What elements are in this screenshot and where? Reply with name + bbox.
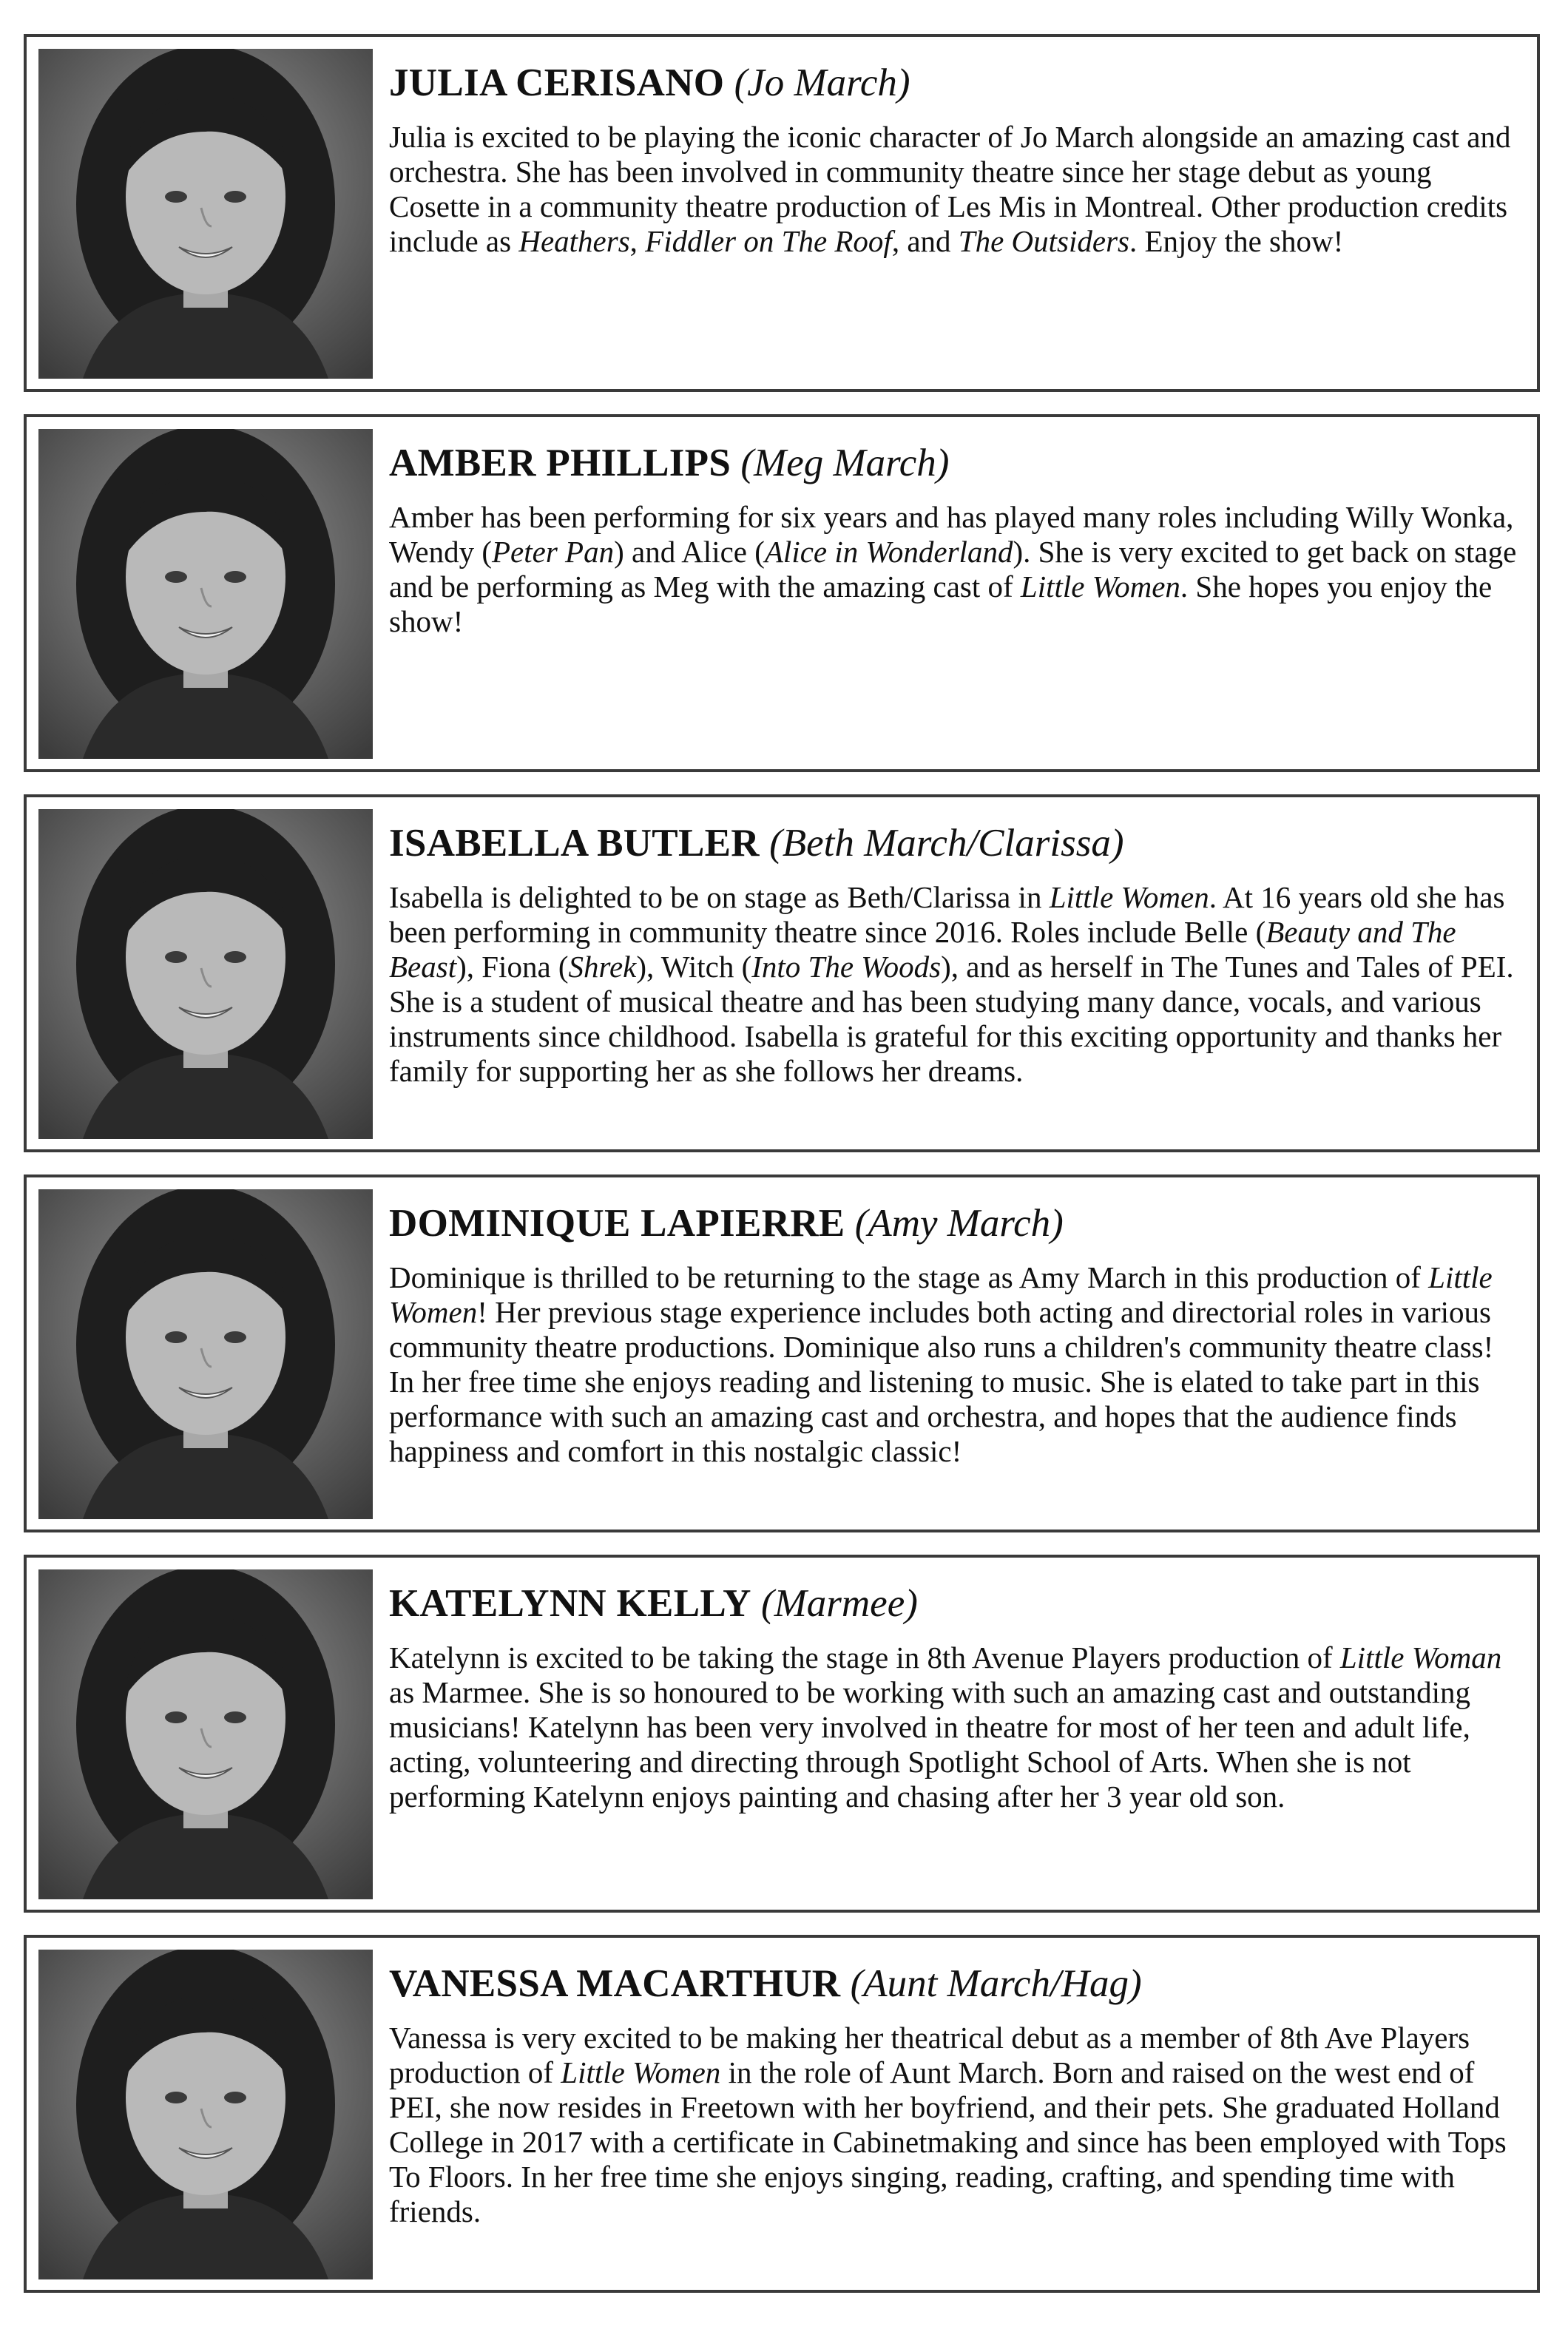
bio-text: Vanessa is very excited to be making her theatrical debut as a member of 8th Ave Players production of [389, 2021, 1470, 2089]
bio-text: as Marmee. She is so honoured to be working with such an amazing cast and outstanding musicians! Katelynn has been very involved in theatre for most of her teen and adult life, acting, volunteering and directing through Spotlight School of Arts. When she is not performing Katelynn enjoys painting and chasing after her 3 year old son. [389, 1675, 1471, 1814]
bio-text: . Enjoy the show! [1129, 224, 1344, 258]
bio-text: , and [891, 224, 959, 258]
bio-title-italic: Little Women [561, 2055, 721, 2089]
bio-text: Dominique is thrilled to be returning to the stage as Amy March in this production of [389, 1260, 1429, 1294]
headshot-photo [38, 1569, 373, 1899]
cast-member-bio [389, 1260, 1519, 1469]
cast-member-text [389, 1960, 1519, 2229]
headshot-photo [38, 1189, 373, 1519]
bio-title-italic: Shrek [568, 950, 637, 984]
bio-text: , [629, 224, 646, 258]
cast-member-text [389, 59, 1519, 259]
bio-text: . She hopes you enjoy the show! [389, 569, 1493, 638]
cast-member-name: ISABELLA BUTLER [389, 822, 760, 865]
bio-text: ), Fiona ( [456, 950, 569, 984]
cast-member-heading [389, 1960, 1519, 2007]
bio-title-italic: Heathers [518, 224, 630, 258]
cast-member-text [389, 439, 1519, 639]
bio-title-italic: Little Women [1049, 880, 1209, 914]
bio-text: in the role of Aunt March. Born and raised on the west end of PEI, she now resides in Freetown with her boyfriend, and their pets. She graduated Holland College in 2017 with a certificate in Cabinetmaking and since has been employed with Tops To Floors. In her free time she enjoys singing, reading, crafting, and spending time with friends. [389, 2055, 1507, 2228]
cast-member-name: VANESSA MACARTHUR [389, 1962, 841, 2005]
cast-member-name: DOMINIQUE LAPIERRE [389, 1202, 845, 1245]
cast-member-role: (Marmee) [760, 1582, 918, 1625]
portrait-icon [38, 49, 373, 379]
cast-member-bio [389, 2021, 1519, 2229]
cast-member-card-3 [24, 794, 1540, 1152]
cast-member-text [389, 1580, 1519, 1814]
cast-member-name: KATELYNN KELLY [389, 1582, 751, 1625]
bio-text: Katelynn is excited to be taking the stage in 8th Avenue Players production of [389, 1640, 1340, 1674]
bio-title-italic: Little Women [1020, 569, 1180, 604]
cast-member-card-6 [24, 1935, 1540, 2293]
bio-title-italic: Fiddler on The Roof [645, 224, 892, 258]
bio-text: . At 16 years old she has been performing in community theatre since 2016. Roles include Belle ( [389, 880, 1505, 949]
cast-member-card-2 [24, 414, 1540, 772]
cast-member-bio [389, 120, 1519, 259]
headshot-photo [38, 429, 373, 759]
cast-member-card-1 [24, 34, 1540, 392]
cast-member-name: AMBER PHILLIPS [389, 442, 731, 484]
portrait-icon [38, 1950, 373, 2279]
cast-member-card-5 [24, 1555, 1540, 1913]
portrait-icon [38, 809, 373, 1139]
bio-text: ). She is very excited to get back on stage and be performing as Meg with the amazing cast of [389, 535, 1517, 604]
cast-member-heading [389, 1580, 1519, 1627]
headshot-photo [38, 809, 373, 1139]
cast-member-card-4 [24, 1174, 1540, 1532]
cast-member-role: (Beth March/Clarissa) [769, 822, 1124, 865]
headshot-photo [38, 1950, 373, 2279]
bio-title-italic: Little Woman [1339, 1640, 1502, 1674]
bio-text: Julia is excited to be playing the iconic character of Jo March alongside an amazing cast and orchestra. She has been involved in community theatre since her stage debut as young Cosette in a community theatre production of Les Mis in Montreal. Other production credits include as [389, 120, 1511, 258]
bio-text: ), and as herself in The Tunes and Tales of PEI. She is a student of musical theatre and has been studying many dance, vocals, and various instruments since childhood. Isabella is grateful for this exciting opportunity and thanks her family for supporting her as she follows her dreams. [389, 950, 1514, 1088]
cast-member-heading [389, 439, 1519, 487]
portrait-icon [38, 1569, 373, 1899]
cast-member-role: (Jo March) [734, 61, 910, 104]
bio-text: ), Witch ( [636, 950, 752, 984]
cast-member-role: (Aunt March/Hag) [850, 1962, 1142, 2005]
portrait-icon [38, 1189, 373, 1519]
cast-member-name: JULIA CERISANO [389, 61, 725, 104]
cast-member-text [389, 1200, 1519, 1469]
cast-member-heading [389, 819, 1519, 867]
cast-member-heading [389, 59, 1519, 107]
bio-text: Isabella is delighted to be on stage as Beth/Clarissa in [389, 880, 1050, 914]
bio-text: ! Her previous stage experience includes both acting and directorial roles in various community theatre productions. Dominique also runs a children's community theatre class! In her free time she enjoys reading and listening to music. She is elated to take part in this performance with such an amazing cast and orchestra, and hopes that the audience finds happiness and comfort in this nostalgic classic! [389, 1295, 1494, 1468]
cast-member-role: (Amy March) [854, 1202, 1064, 1245]
bio-text: Amber has been performing for six years and has played many roles including Willy Wonka, Wendy ( [389, 500, 1514, 569]
portrait-icon [38, 429, 373, 759]
bio-title-italic: The Outsiders [958, 224, 1129, 258]
bio-title-italic: Alice in Wonderland [764, 535, 1013, 569]
bio-text: ) and Alice ( [614, 535, 765, 569]
bio-title-italic: Peter Pan [492, 535, 615, 569]
cast-member-bio [389, 1640, 1519, 1814]
bio-title-italic: Into The Woods [751, 950, 942, 984]
cast-member-heading [389, 1200, 1519, 1247]
cast-member-bio [389, 880, 1519, 1089]
cast-member-bio [389, 500, 1519, 639]
cast-member-text [389, 819, 1519, 1089]
bio-title-italic: Little Women [389, 1260, 1493, 1329]
headshot-photo [38, 49, 373, 379]
bio-title-italic: Beauty and The Beast [389, 915, 1456, 984]
cast-member-role: (Meg March) [740, 442, 950, 484]
